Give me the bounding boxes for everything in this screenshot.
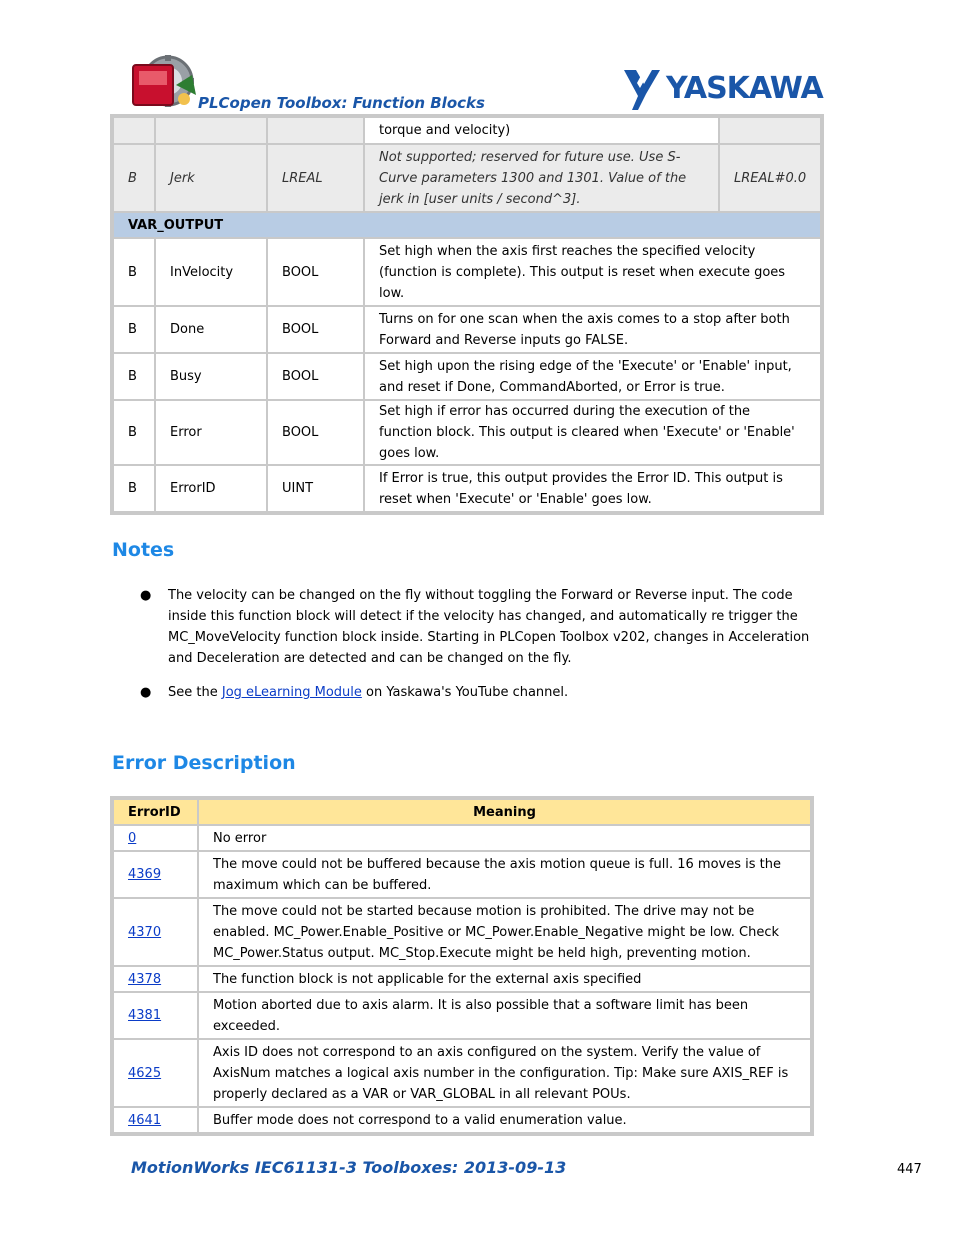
table-row — [114, 466, 820, 511]
section-row — [114, 213, 820, 237]
jog-elearning-link[interactable]: Jog eLearning Module — [221, 685, 362, 700]
access-cell — [114, 118, 154, 143]
error-id-cell — [114, 1108, 197, 1132]
error-id-link[interactable]: 4378 — [128, 971, 162, 987]
access-cell: B — [114, 466, 154, 511]
error-id-link[interactable]: 4381 — [128, 1008, 162, 1023]
table-row — [114, 899, 810, 965]
error-id-link[interactable]: 4641 — [128, 1112, 162, 1128]
list-item — [140, 682, 830, 703]
notes-list — [140, 585, 830, 703]
meaning-column-header: Meaning — [199, 800, 810, 824]
table-row — [114, 967, 810, 991]
table-row — [114, 993, 810, 1038]
error-meaning-cell: No error — [199, 826, 810, 850]
error-id-cell — [114, 852, 197, 897]
table-row — [114, 239, 820, 305]
note-text: The velocity can be changed on the fly without toggling the Forward or Reverse input. The code inside this function block will detect if the velocity has changed, and automatically re trigger the MC_MoveVelocity function block inside. Starting in PLCopen Toolbox v202, changes in Acceleration and Deceleration are detected and can be changed on the fly. — [168, 588, 810, 666]
error-meaning-cell: The move could not be buffered because the axis motion queue is full. 16 moves is the maximum which can be buffered. — [199, 852, 810, 897]
type-cell: BOOL — [268, 401, 363, 464]
error-meaning-cell: Motion aborted due to axis alarm. It is also possible that a software limit has been exceeded. — [199, 993, 810, 1038]
description-cell: Set high when the axis first reaches the specified velocity (function is complete). This output is reset when execute goes low. — [365, 239, 820, 305]
error-meaning-cell: Axis ID does not correspond to an axis configured on the system. Verify the value of AxisNum matches a logical axis number in the configuration. Tip: Make sure AXIS_REF is properly declared as a VAR or VAR_GLOBAL in all relevant POUs. — [199, 1040, 810, 1106]
error-id-cell — [114, 826, 197, 850]
error-id-link[interactable]: 4625 — [128, 1065, 162, 1081]
table-row — [114, 852, 810, 897]
yaskawa-logo — [622, 66, 844, 112]
footer-title: MotionWorks IEC61131-3 Toolboxes: 2013-09-13 — [131, 1158, 567, 1177]
name-cell: InVelocity — [156, 239, 266, 305]
error-id-cell — [114, 1040, 197, 1106]
note-text-prefix: See the — [168, 685, 218, 700]
name-cell: Error — [156, 401, 266, 464]
description-cell: Set high if error has occurred during the execution of the function block. This output is cleared when 'Execute' or 'Enable' goes low. — [365, 401, 820, 464]
error-description-heading: Error Description — [112, 752, 296, 774]
description-cell: Turns on for one scan when the axis comes to a stop after both Forward and Reverse inputs go FALSE. — [365, 307, 820, 352]
table-row — [114, 1108, 810, 1132]
error-id-link[interactable]: 4369 — [128, 867, 162, 882]
error-id-cell — [114, 993, 197, 1038]
description-cell: If Error is true, this output provides the Error ID. This output is reset when 'Execute' or 'Enable' goes low. — [365, 466, 820, 511]
name-cell: Busy — [156, 354, 266, 399]
table-row — [114, 118, 820, 143]
type-cell: UINT — [268, 466, 363, 511]
description-cell: Not supported; reserved for future use. Use S-Curve parameters 1300 and 1301. Value of the jerk in [user units / second^3]. — [365, 145, 718, 211]
error-meaning-cell: The function block is not applicable for the external axis specified — [199, 967, 810, 991]
table-row — [114, 401, 820, 464]
access-cell: B — [114, 354, 154, 399]
error-id-link[interactable]: 0 — [128, 830, 137, 846]
table-header-row — [114, 800, 810, 824]
type-cell: BOOL — [268, 239, 363, 305]
name-cell: Done — [156, 307, 266, 352]
error-id-cell — [114, 967, 197, 991]
type-cell: BOOL — [268, 307, 363, 352]
type-cell — [268, 118, 363, 143]
error-id-cell — [114, 899, 197, 965]
error-table — [110, 796, 814, 1136]
error-id-link[interactable]: 4370 — [128, 924, 162, 940]
table-row — [114, 826, 810, 850]
default-cell: LREAL#0.0 — [720, 145, 820, 211]
error-meaning-cell: The move could not be started because motion is prohibited. The drive may not be enabled. MC_Power.Enable_Positive or MC_Power.Enable_Negative might be low. Check MC_Power.Status output. MC_Stop.Execute might be held high, preventing motion. — [199, 899, 810, 965]
bullet-icon: ● — [140, 685, 152, 700]
table-row — [114, 307, 820, 352]
header-title: PLCopen Toolbox: Function Blocks — [198, 94, 485, 112]
access-cell: B — [114, 307, 154, 352]
type-cell: LREAL — [268, 145, 363, 211]
table-row — [114, 145, 820, 211]
type-cell: BOOL — [268, 354, 363, 399]
list-item — [140, 585, 830, 669]
section-label: VAR_OUTPUT — [114, 213, 820, 237]
errorid-column-header: ErrorID — [114, 800, 197, 824]
default-cell — [720, 118, 820, 143]
svg-text:YASKAWA: YASKAWA — [666, 71, 823, 106]
table-row — [114, 354, 820, 399]
parameters-table — [110, 114, 824, 515]
name-cell: ErrorID — [156, 466, 266, 511]
note-text-suffix: on Yaskawa's YouTube channel. — [366, 685, 569, 700]
name-cell — [156, 118, 266, 143]
access-cell: B — [114, 401, 154, 464]
bullet-icon: ● — [140, 588, 152, 603]
name-cell: Jerk — [156, 145, 266, 211]
notes-heading: Notes — [112, 539, 175, 561]
table-row — [114, 1040, 810, 1106]
page-number: 447 — [897, 1162, 922, 1177]
description-cell: torque and velocity) — [365, 118, 718, 143]
plcopen-toolbox-logo — [130, 55, 200, 111]
error-meaning-cell: Buffer mode does not correspond to a valid enumeration value. — [199, 1108, 810, 1132]
description-cell: Set high upon the rising edge of the 'Execute' or 'Enable' input, and reset if Done, CommandAborted, or Error is true. — [365, 354, 820, 399]
access-cell: B — [114, 145, 154, 211]
access-cell: B — [114, 239, 154, 305]
